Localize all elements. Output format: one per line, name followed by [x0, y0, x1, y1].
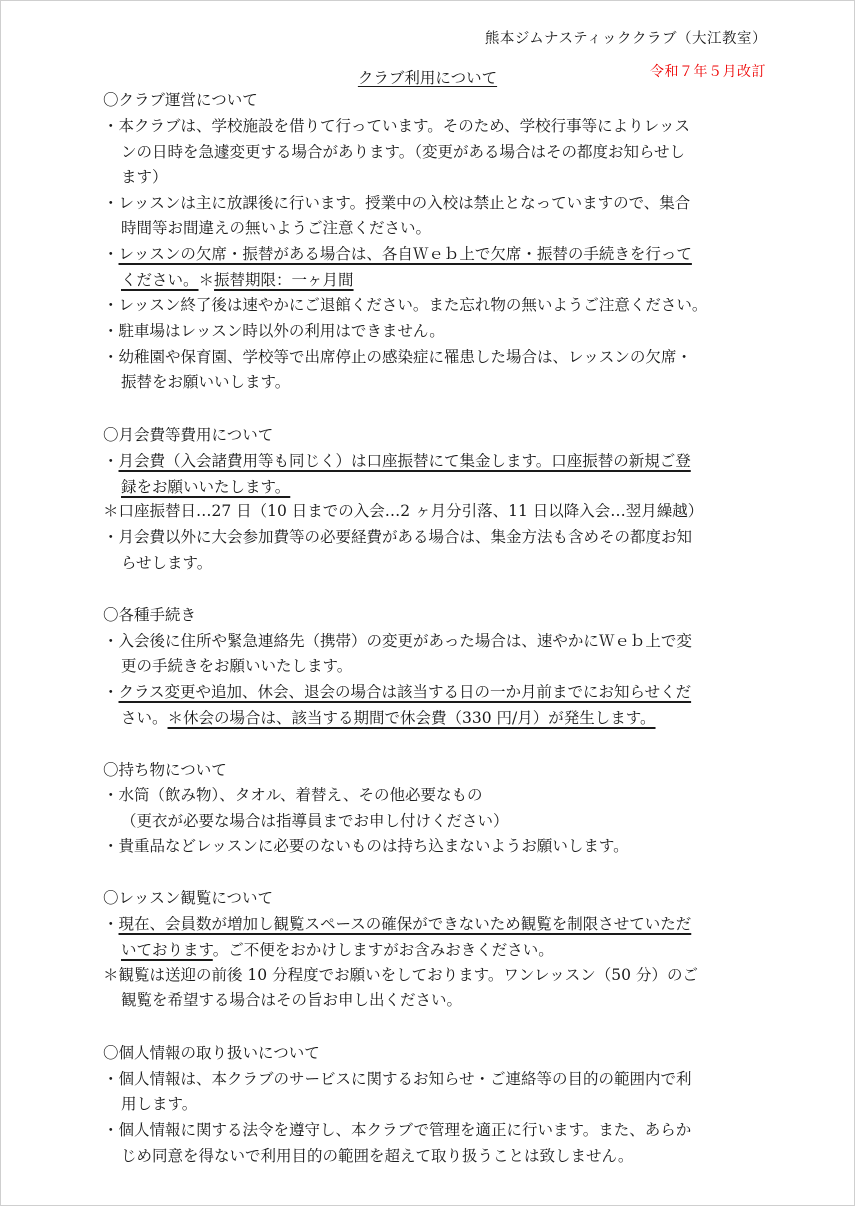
- text-line: ＊観覧は送迎の前後 10 分程度でお願いをしております。ワンレッスン（50 分）のご: [103, 966, 698, 984]
- text-line: ・貴重品などレッスンに必要のないものは持ち込まないようお願いします。: [103, 837, 629, 855]
- text-line: らせします。: [121, 554, 213, 572]
- underlined-text: 月会費（入会諸費用等も同じく）は口座振替にて集金します。口座振替の新規ご登: [118, 452, 691, 470]
- underlined-text: ください。: [121, 271, 199, 289]
- text-line: 更の手続きをお願いいたします。: [121, 657, 353, 675]
- text-line: ・レッスン終了後は速やかにご退館ください。また忘れ物の無いようご注意ください。: [103, 296, 708, 314]
- text-line: 〇各種手続き: [103, 606, 197, 624]
- text-line: 〇持ち物について: [103, 761, 227, 779]
- text-segment: ・: [103, 245, 119, 263]
- text-line: 用します。: [121, 1095, 198, 1113]
- text-line: じめ同意を得ないで利用目的の範囲を超えて取り扱うことは致しません。: [121, 1147, 634, 1165]
- text-segment: 。ご不便をおかけしますがお含みおきください。: [212, 941, 554, 959]
- text-segment: ＊: [198, 271, 215, 289]
- text-segment: ・: [103, 915, 119, 933]
- text-line: ンの日時を急遽変更する場合があります。（変更がある場合はその都度お知らせし: [121, 143, 686, 161]
- underlined-text: 現在、会員数が増加し観覧スペースの確保ができないため観覧を制限させていただ: [118, 915, 692, 933]
- text-line: ・入会後に住所や緊急連絡先（携帯）の変更があった場合は、速やかにＷｅｂ上で変: [103, 632, 692, 650]
- text-line: [103, 680, 691, 705]
- text-line: ・本クラブは、学校施設を借りて行っています。そのため、学校行事等によりレッス: [103, 117, 690, 135]
- organization-name: 熊本ジムナスティッククラブ（大江教室）: [484, 31, 767, 47]
- text-line: [121, 938, 554, 963]
- underlined-text: レッスンの欠席・振替がある場合は、各自Ｗｅｂ上で欠席・振替の手続きを行って: [118, 245, 692, 263]
- text-line: 観覧を希望する場合はその旨お申し出ください。: [121, 991, 463, 1009]
- underlined-text: ＊休会の場合は、該当する期間で休会費（330 円/月）が発生します。: [167, 709, 656, 727]
- text-segment: さい。: [121, 709, 168, 727]
- text-line: [121, 268, 354, 293]
- underlined-text: クラス変更や追加、休会、退会の場合は該当する日の一か月前までにお知らせくだ: [118, 683, 692, 701]
- text-line: ・水筒（飲み物）、タオル、着替え、その他必要なもの: [103, 786, 483, 804]
- text-line: [103, 449, 691, 474]
- text-line: ・レッスンは主に放課後に行います。授業中の入校は禁止となっていますので、集合: [103, 194, 691, 212]
- text-line: ＊口座振替日…27 日（10 日までの入会…2 ヶ月分引落、11 日以降入会…翌月繰越）: [103, 502, 704, 520]
- text-line: [103, 242, 692, 267]
- text-line: 時間等お間違えの無いようご注意ください。: [121, 219, 432, 237]
- document-title: クラブ利用について: [357, 69, 498, 87]
- text-line: 〇月会費等費用について: [103, 426, 274, 444]
- revision-date: 令和７年５月改訂: [650, 64, 766, 80]
- underlined-text: 振替期限：一ヶ月間: [214, 271, 354, 289]
- text-line: [103, 912, 691, 937]
- text-line: 振替をお願いいします。: [121, 373, 291, 391]
- text-line: ・個人情報は、本クラブのサービスに関するお知らせ・ご連絡等の目的の範囲内で利: [103, 1070, 692, 1088]
- text-line: ・月会費以外に大会参加費等の必要経費がある場合は、集金方法も含めその都度お知: [103, 528, 693, 546]
- text-line: [121, 475, 290, 500]
- underlined-text: 録をお願いいたします。: [121, 478, 291, 496]
- text-line: （更衣が必要な場合は指導員までお申し付けください）: [121, 812, 509, 830]
- text-line: 〇個人情報の取り扱いについて: [103, 1044, 320, 1062]
- text-line: 〇レッスン観覧について: [103, 889, 274, 907]
- text-line: ・幼稚園や保育園、学校等で出席停止の感染症に罹患した場合は、レッスンの欠席・: [103, 348, 692, 366]
- text-segment: ・: [103, 683, 119, 701]
- text-line: ・駐車場はレッスン時以外の利用はできません。: [103, 322, 445, 340]
- text-line: ます）: [121, 168, 168, 186]
- underlined-text: いております: [121, 941, 213, 959]
- text-line: [121, 706, 656, 731]
- text-line: ・個人情報に関する法令を遵守し、本クラブで管理を適正に行います。また、あらか: [103, 1121, 692, 1139]
- text-line: 〇クラブ運営について: [103, 91, 258, 109]
- text-segment: ・: [103, 452, 119, 470]
